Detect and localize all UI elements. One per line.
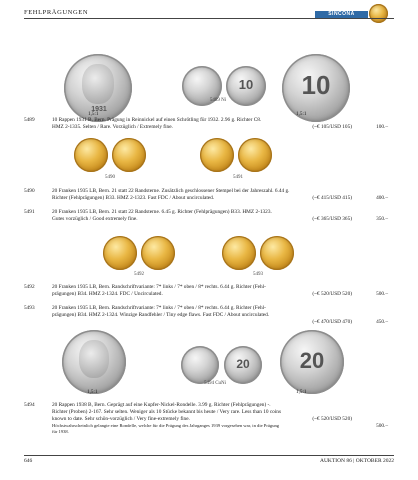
coin-5494-obverse-large	[62, 330, 126, 394]
lot-price: 400.–	[376, 195, 388, 201]
lot-line: 20 Franken 1935 LB, Bern. 21 statt 22 Randsterne. 6.45 g. Richter (Fehlprägungen) B33. HMZ 2-1323.	[52, 209, 272, 215]
lot-line: known to date. Sehr schön-vorzüglich / Very fine-extremely fine.	[52, 416, 190, 422]
scale-caption: 1,5:1	[88, 111, 99, 117]
lot-number: 5494	[24, 402, 35, 408]
lot-label: 5489 Ni	[209, 98, 227, 103]
lot-note: für 1938.	[52, 429, 69, 434]
helvetia-head-icon	[79, 340, 109, 378]
lot-price: 100.–	[376, 124, 388, 130]
coin-5492-obverse	[103, 236, 137, 270]
lot-number: 5492	[24, 284, 35, 290]
page-header-title: FEHLPRÄGUNGEN	[24, 9, 89, 16]
coin-date: 1931	[91, 106, 107, 113]
lot-price: 350.–	[376, 216, 388, 222]
lot-price: 500.–	[376, 423, 388, 429]
lot-number: 5491	[24, 209, 35, 215]
lot-line: HMZ 2-1335. Selten / Rare. Vorzüglich / Extremely fine.	[52, 124, 173, 130]
lot-label: 5492	[134, 272, 144, 277]
page-number: 646	[24, 458, 33, 464]
lot-estimate: (~€ 365/USD 365)	[312, 216, 352, 222]
lot-description	[52, 209, 352, 223]
lot-line: 10 Rappen 1931 B, Bern. Prägung in Reinnickel auf einen Schrötling für 1932. 2.96 g. Richter C8.	[52, 117, 262, 123]
coin-value: 10	[238, 77, 254, 92]
coin-5490-reverse	[112, 138, 146, 172]
lot-estimate: (~€ 415/USD 415)	[312, 195, 352, 201]
header-rule	[24, 18, 394, 19]
coin-value: 10	[301, 70, 331, 100]
lot-line: 20 Franken 1935 LB, Bern. Randschriftvariante: 7* links / 7* oben / 8* rechts. 6.44 g. Richter (Fehl-	[52, 305, 266, 311]
scale-caption: 1,5:1	[296, 111, 307, 117]
lot-description	[52, 188, 352, 202]
lot-label: 5493	[253, 272, 263, 277]
footer-rule	[24, 455, 394, 456]
lot-line: prägungen) B34. HMZ 2-1324. FDC / Uncirculated.	[52, 291, 163, 297]
lot-estimate: (~€ 470/USD 470)	[312, 319, 352, 325]
lot-estimate: (~€ 520/USD 520)	[312, 291, 352, 297]
lot-label: 5491	[233, 175, 243, 180]
coin-5493-reverse	[260, 236, 294, 270]
brand-logo-text: SINCONA	[328, 11, 355, 17]
lot-description	[52, 305, 352, 326]
lot-label: 5494 CuNi	[203, 381, 227, 386]
scale-caption: 1,5:1	[87, 389, 98, 395]
lot-number: 5489	[24, 117, 35, 123]
lot-estimate: (~€ 105/USD 105)	[312, 124, 352, 130]
coin-5489-reverse-large	[282, 54, 350, 122]
lot-description	[52, 284, 352, 298]
lot-line: prägungen) B34. HMZ 2-1324. Winzige Randfehler / Tiny edge flaws. Fast FDC / About uncirculated.	[52, 312, 270, 318]
lot-line: Gutes vorzüglich / Good extremely fine.	[52, 216, 138, 222]
coin-5493-obverse	[222, 236, 256, 270]
lot-price: 450.–	[376, 319, 388, 325]
coin-5494-reverse-large	[280, 330, 344, 394]
lot-price: 500.–	[376, 291, 388, 297]
coin-5492-reverse	[141, 236, 175, 270]
helvetia-head-icon	[82, 64, 114, 104]
lot-line: 20 Franken 1935 LB, Bern. 21 statt 22 Randsterne. Zusätzlich geschlossener Stempel bei der Jahreszahl. 6.44 g.	[52, 188, 290, 194]
lot-line: 20 Rappen 1938 B, Bern. Geprägt auf eine Kupfer-Nickel-Rondelle. 3.99 g. Richter (Fehlprägungen) -.	[52, 402, 271, 408]
lot-note: Höchstwahrscheinlich gelangte eine Rondelle, welche für die Prägung des Jahrganges 1939 vorgesehen war, in die Prägung	[52, 423, 280, 428]
coin-5490-obverse	[74, 138, 108, 172]
coin-5491-reverse	[238, 138, 272, 172]
coin-5494-reverse-small	[224, 346, 262, 384]
lot-description	[52, 117, 352, 131]
lot-number: 5493	[24, 305, 35, 311]
lot-line: Richter (Proben) 2-167. Sehr selten. Weniger als 10 Stücke bekannt bis heute / Very rare. Less than 10 coins	[52, 409, 281, 415]
footer-auction: AUKTION 86 | OKTOBER 2022	[319, 458, 394, 464]
lot-line: Richter (Fehlprägungen) B33. HMZ 2-1323. Fast FDC / About uncirculated.	[52, 195, 215, 201]
brand-gold-coin-icon	[369, 4, 388, 23]
lot-number: 5490	[24, 188, 35, 194]
coin-5491-obverse	[200, 138, 234, 172]
lot-label: 5490	[105, 175, 115, 180]
coin-value: 20	[299, 348, 325, 373]
lot-line: 20 Franken 1935 LB, Bern. Randschriftvariante: 7* links / 7* oben / 8* rechts. 6.44 g. Richter (Fehl-	[52, 284, 266, 290]
lot-estimate: (~€ 520/USD 520)	[312, 416, 352, 422]
scale-caption: 1,5:1	[296, 389, 307, 395]
coin-5494-obverse-small	[181, 346, 219, 384]
coin-value: 20	[236, 357, 250, 371]
lot-description	[52, 402, 352, 435]
